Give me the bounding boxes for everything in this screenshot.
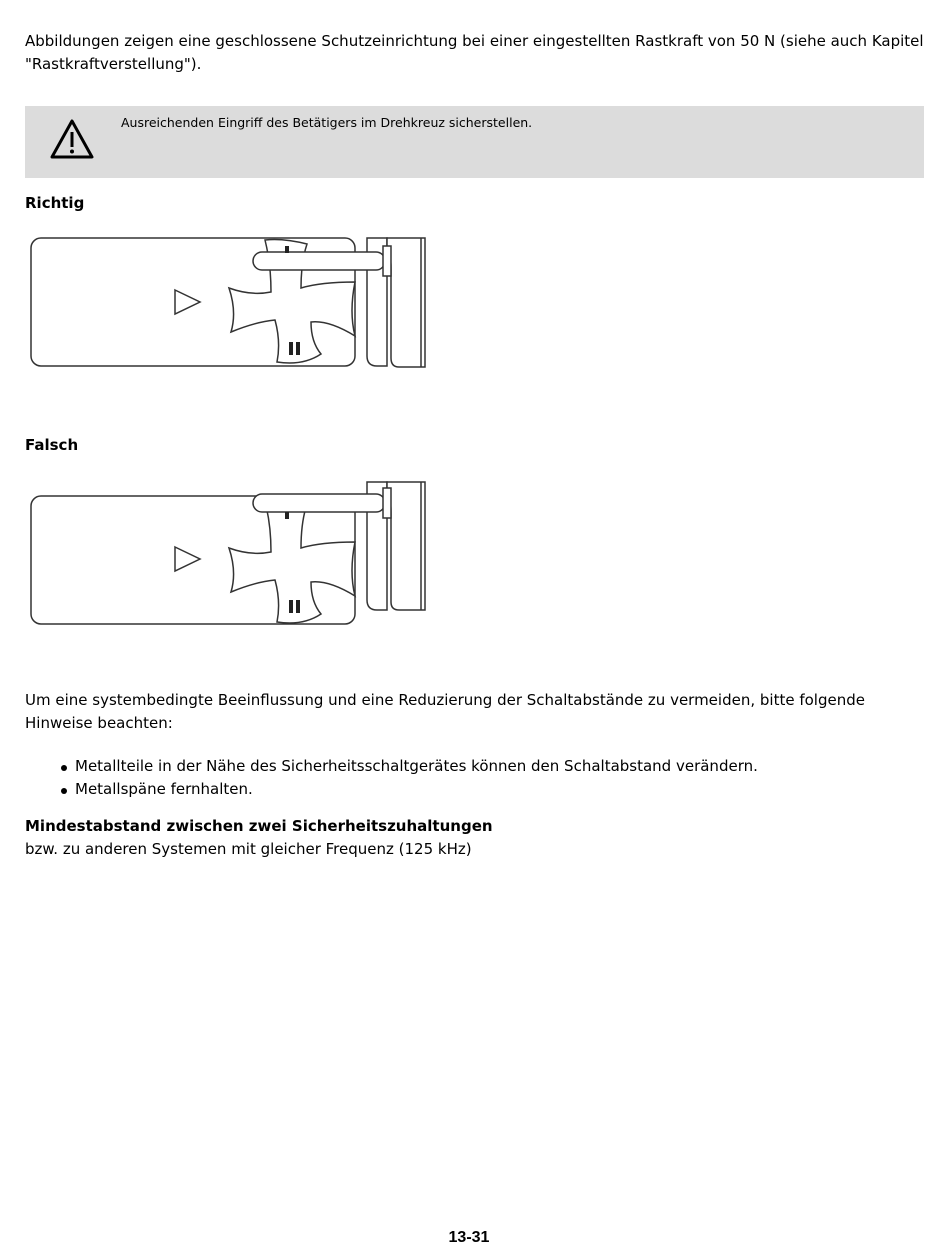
warning-triangle-icon: [49, 118, 95, 160]
intro-paragraph: [25, 30, 925, 76]
warning-box: [25, 106, 924, 178]
list-item: Metallteile in der Nähe des Sicherheitsschaltgerätes können den Schaltabstand verändern.: [60, 755, 758, 778]
notes-line-2: Hinweise beachten:: [25, 714, 173, 732]
list-item: Metallspäne fernhalten.: [60, 778, 758, 801]
distance-heading: Mindestabstand zwischen zwei Sicherheitszuhaltungen: [25, 817, 493, 835]
page-number: 13-31: [448, 1229, 490, 1246]
wrong-figure: [25, 476, 430, 628]
notes-paragraph: [25, 689, 925, 735]
intro-line-1: Abbildungen zeigen eine geschlossene Schutzeinrichtung bei einer eingestellten Rastkraft von 50 N (siehe auch Kapitel: [25, 32, 924, 50]
intro-line-2: "Rastkraftverstellung").: [25, 55, 202, 73]
notes-bullet-list: [60, 755, 758, 801]
warning-text: Ausreichenden Eingriff des Betätigers im Drehkreuz sicherstellen.: [121, 115, 533, 130]
correct-figure: [25, 232, 430, 377]
wrong-heading: Falsch: [25, 436, 79, 454]
distance-subtext: bzw. zu anderen Systemen mit gleicher Frequenz (125 kHz): [25, 840, 472, 858]
notes-line-1: Um eine systembedingte Beeinflussung und eine Reduzierung der Schaltabstände zu vermeiden, bitte folgende: [25, 691, 865, 709]
correct-heading: Richtig: [25, 194, 85, 212]
